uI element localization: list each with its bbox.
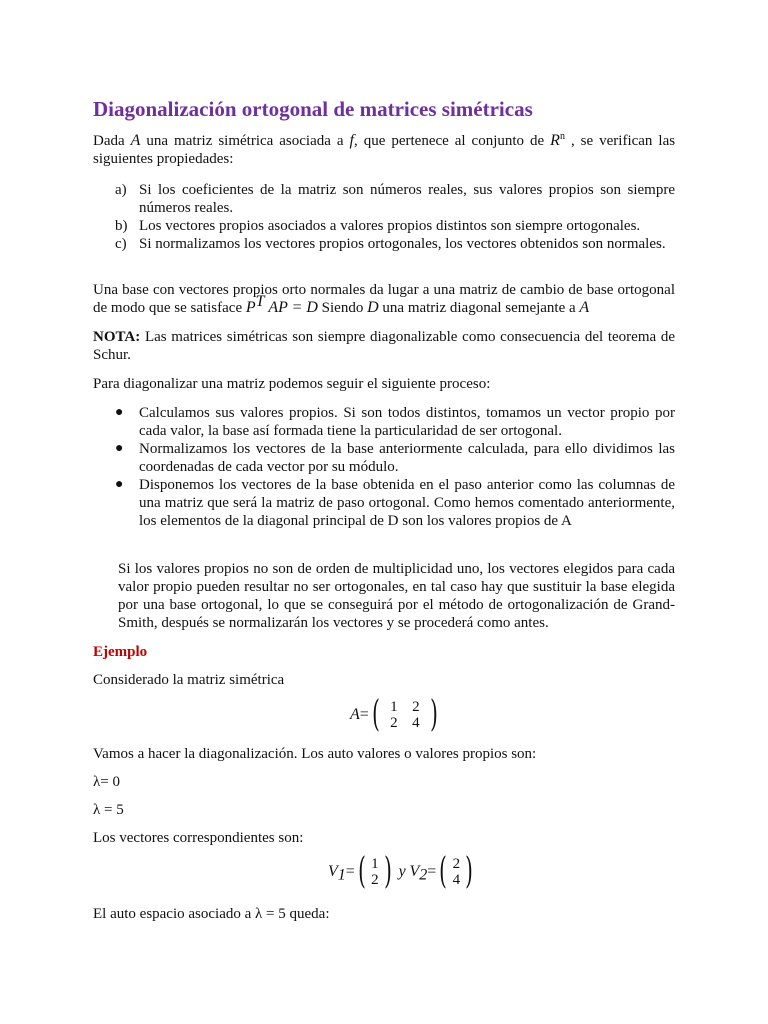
right-paren: ): [465, 851, 474, 892]
vector-cell: 2: [371, 872, 379, 888]
matrix-A: A=( 1 2 2 4 ): [350, 694, 438, 735]
note-text: Las matrices simétricas son siempre diagonalizable como consecuencia del teorema de Schur.: [93, 329, 676, 363]
list-item-text: Si normalizamos los vectores propios ortogonales, los vectores obtenidos son normales.: [139, 236, 666, 252]
vector-cell: 2: [452, 856, 461, 872]
list-item: [93, 404, 675, 440]
list-item: [93, 217, 675, 235]
list-item-text: Normalizamos los vectores de la base anteriormente calculada, para ello dividimos las coordenadas de cada vector por su módulo.: [139, 441, 675, 475]
math-A: A: [130, 132, 141, 149]
process-intro: Para diagonalizar una matriz podemos seguir el siguiente proceso:: [93, 376, 491, 392]
math-R: R: [550, 132, 560, 149]
example-line: Los vectores correspondientes son:: [93, 830, 304, 846]
example-heading: Ejemplo: [93, 644, 148, 660]
vector-body: [369, 856, 381, 888]
paragraph-text: Una base con vectores propios orto normales da lugar a una matriz de cambio de base ortogonal de modo que se satisface: [93, 282, 675, 316]
conjunction: y: [398, 863, 406, 880]
example-line: El auto espacio asociado a λ = 5 queda:: [93, 906, 330, 922]
list-item-text: Calculamos sus valores propios. Si son todos distintos, tomamos un vector propio por cada valor, la base así formada tiene la particularidad de ser ortogonal.: [139, 405, 675, 439]
list-item-text: Disponemos los vectores de la base obtenida en el paso anterior como las columnas de una matriz que será la matriz de paso ortogonal. Como hemos comentado anteriormente, los elementos de la diagonal principal de D son los valores propios de A: [139, 477, 675, 529]
list-item-text: Si los coeficientes de la matriz son números reales, sus valores propios son siempre números reales.: [139, 182, 675, 216]
math-transpose: T: [255, 293, 265, 310]
right-paren: ): [384, 851, 392, 892]
vector-subscript: 2: [419, 866, 428, 884]
multiplicity-paragraph: Si los valores propios no son de orden de multiplicidad uno, los vectores elegidos para cada valor propio pueden resultar no ser ortogonales, en tal caso hay que sustituir la base elegida por una base ortogonal, lo que se conseguirá por el método de ortogonalización de Grand-Smith, después se normalizarán los vectores y se procederá como antes.: [118, 561, 675, 631]
left-paren: (: [371, 694, 380, 735]
math-P: P: [245, 299, 256, 316]
intro-text: , que pertenece al conjunto de: [353, 133, 545, 149]
math-f: f: [349, 132, 354, 149]
list-item: [93, 476, 675, 530]
note-paragraph: [93, 328, 675, 364]
list-marker: b): [115, 218, 128, 234]
vector-body: [450, 856, 462, 888]
example-line: Vamos a hacer la diagonalización. Los auto valores o valores propios son:: [93, 746, 537, 762]
example-line: Considerado la matriz simétrica: [93, 672, 285, 688]
list-marker: a): [115, 182, 127, 198]
list-marker: c): [115, 236, 127, 252]
intro-text: una matriz simétrica asociada a: [146, 133, 344, 149]
vector-cell: 1: [371, 856, 379, 872]
math-A: A: [579, 299, 590, 316]
note-label: NOTA:: [93, 329, 141, 345]
vector-label: V: [409, 863, 420, 880]
process-steps-list: [93, 404, 675, 530]
math-D: D: [367, 299, 379, 316]
list-item: [93, 235, 675, 253]
bullet-icon: ●: [115, 441, 124, 456]
matrix-cell: 4: [412, 715, 420, 731]
vector-subscript: 1: [337, 866, 346, 884]
matrix-label: A: [350, 706, 360, 723]
math-exponent: n: [559, 131, 565, 142]
matrix-cell: 2: [390, 715, 398, 731]
eigenvalue-line: λ= 0: [93, 774, 120, 790]
intro-text: Dada: [93, 133, 125, 149]
vector-cell: 4: [452, 872, 461, 888]
eigenvectors-equation: $V_1=$( 1 2 ) y $V_2=$( 2 4 ): [328, 851, 474, 892]
vector-label: V: [328, 863, 338, 880]
base-paragraph: [93, 281, 675, 317]
bullet-icon: ●: [115, 405, 124, 420]
bullet-icon: ●: [115, 477, 124, 492]
right-paren: ): [430, 694, 438, 735]
matrix-cell: 1: [390, 699, 398, 715]
intro-paragraph: [93, 132, 675, 168]
left-paren: (: [439, 851, 448, 892]
eigenvalue-line: λ = 5: [93, 802, 124, 818]
page-title: Diagonalización ortogonal de matrices simétricas: [93, 97, 533, 121]
left-paren: (: [357, 851, 366, 892]
list-item-text: Los vectores propios asociados a valores propios distintos son siempre ortogonales.: [139, 218, 641, 234]
list-item: [93, 181, 675, 217]
matrix-body: [383, 699, 427, 731]
list-item: [93, 440, 675, 476]
math-equation: AP = D: [268, 299, 318, 316]
paragraph-text: una matriz diagonal semejante a: [382, 300, 576, 316]
paragraph-text: Siendo: [321, 300, 364, 316]
matrix-cell: 2: [412, 699, 420, 715]
properties-list: [93, 181, 675, 253]
intro-text: , se verifican las siguientes propiedades:: [93, 133, 676, 167]
